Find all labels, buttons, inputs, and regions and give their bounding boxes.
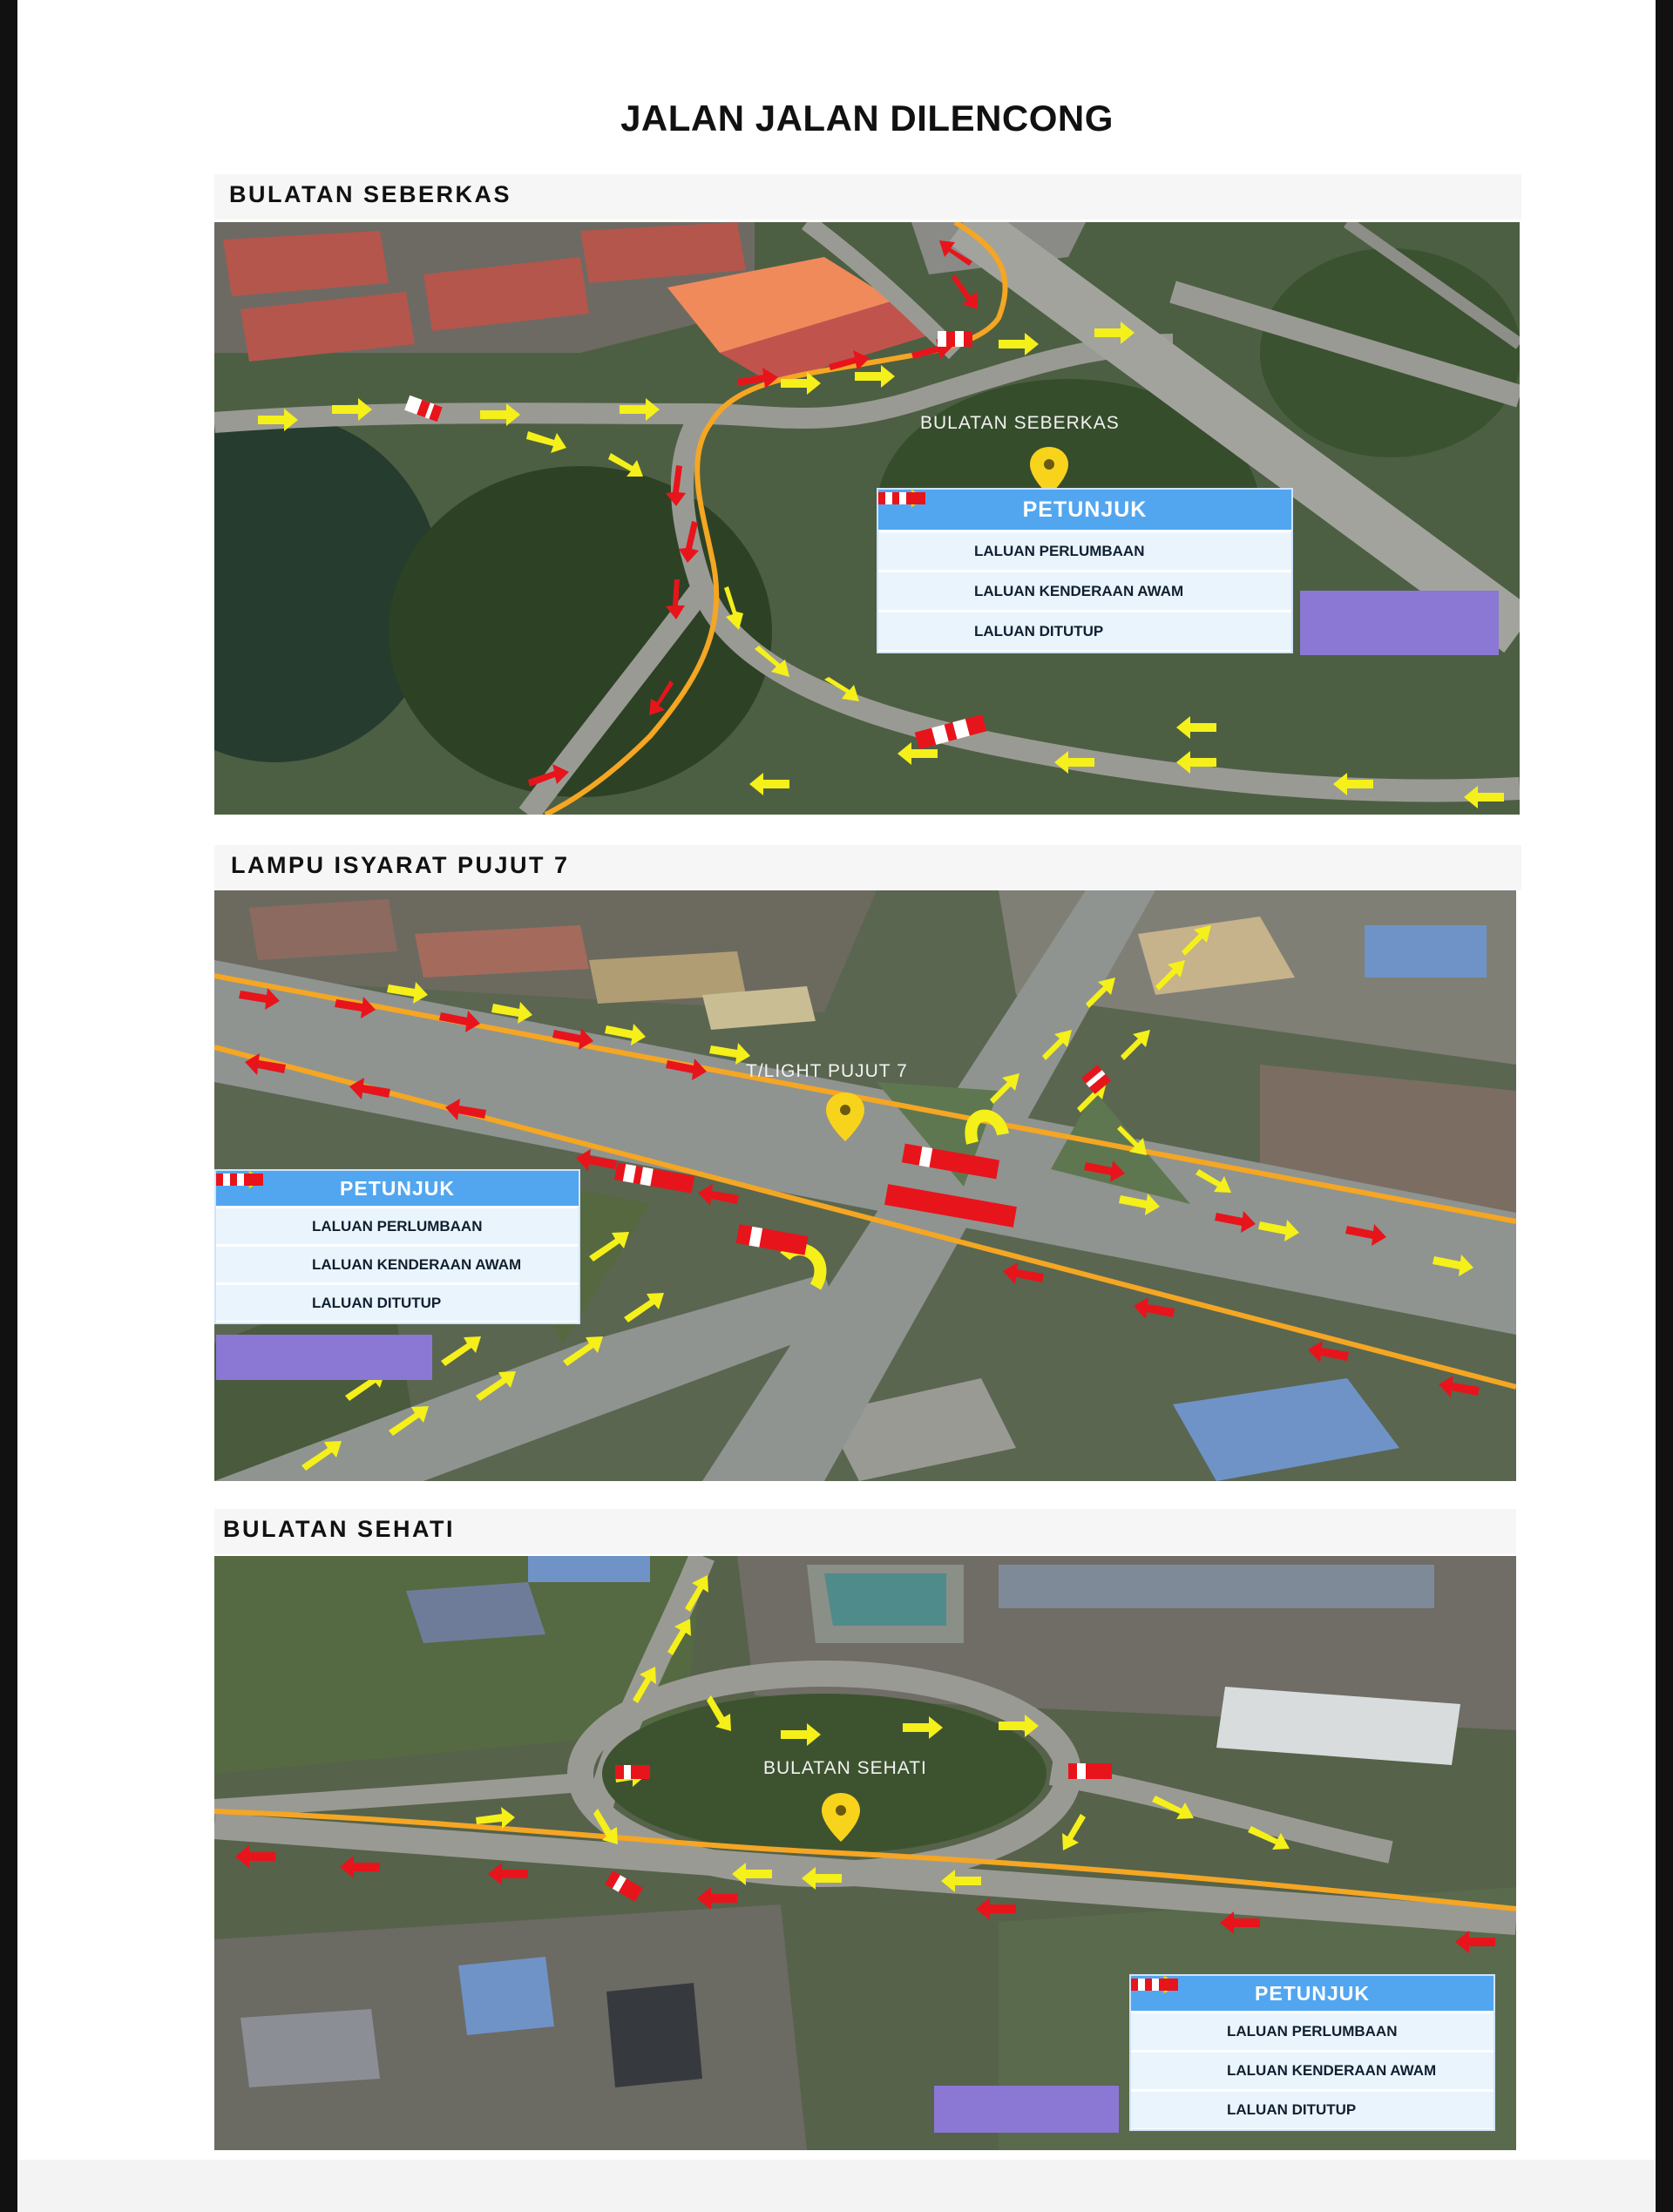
- section-heading-pujut7: LAMPU ISYARAT PUJUT 7: [231, 852, 570, 878]
- legend-label: LALUAN PERLUMBAAN: [312, 1217, 483, 1235]
- road-barrier-icon: [1131, 2092, 1227, 2129]
- legend-label: LALUAN DITUTUP: [312, 1294, 442, 1311]
- map-location-label: BULATAN SEBERKAS: [920, 413, 1120, 433]
- legend-label: LALUAN KENDERAAN AWAM: [1227, 2062, 1437, 2079]
- legend-title: PETUNJUK: [216, 1171, 579, 1206]
- purple-placeholder-box: [216, 1335, 432, 1380]
- page-edge-left: [0, 0, 17, 2212]
- legend-row-closed-route: [878, 612, 1291, 650]
- legend-title: PETUNJUK: [1131, 1976, 1494, 2011]
- map-location-label: T/LIGHT PUJUT 7: [746, 1061, 908, 1081]
- road-barrier-icon: [878, 612, 974, 650]
- section-heading-sehati: BULATAN SEHATI: [223, 1516, 455, 1542]
- legend-label: LALUAN DITUTUP: [974, 622, 1104, 639]
- legend-label: LALUAN KENDERAAN AWAM: [312, 1255, 522, 1273]
- map-lampu-isyarat-pujut7: [214, 890, 1516, 1481]
- legend-label: LALUAN PERLUMBAAN: [974, 542, 1145, 559]
- purple-placeholder-box: [1300, 591, 1499, 655]
- legend-row-closed-route: [1131, 2092, 1494, 2128]
- page-bottom-margin: [17, 2160, 1656, 2212]
- section-heading-seberkas: BULATAN SEBERKAS: [229, 181, 512, 207]
- map-location-label: BULATAN SEHATI: [763, 1758, 927, 1778]
- legend-petunjuk-seberkas: [877, 488, 1293, 653]
- legend-label: LALUAN PERLUMBAAN: [1227, 2023, 1398, 2040]
- legend-petunjuk-pujut7: [214, 1169, 580, 1324]
- document-title: JALAN JALAN DILENCONG: [620, 98, 1114, 139]
- legend-petunjuk-sehati: [1129, 1974, 1495, 2131]
- legend-label: LALUAN KENDERAAN AWAM: [974, 582, 1184, 599]
- page-edge-right: [1656, 0, 1673, 2212]
- map-bulatan-sehati: [214, 1556, 1516, 2150]
- legend-row-closed-route: [216, 1285, 579, 1321]
- map-bulatan-seberkas: [214, 222, 1520, 815]
- legend-label: LALUAN DITUTUP: [1227, 2101, 1357, 2118]
- satellite-map-seberkas: [214, 222, 1520, 815]
- road-barrier-icon: [216, 1284, 312, 1322]
- purple-placeholder-box: [934, 2086, 1119, 2133]
- legend-title: PETUNJUK: [878, 490, 1291, 530]
